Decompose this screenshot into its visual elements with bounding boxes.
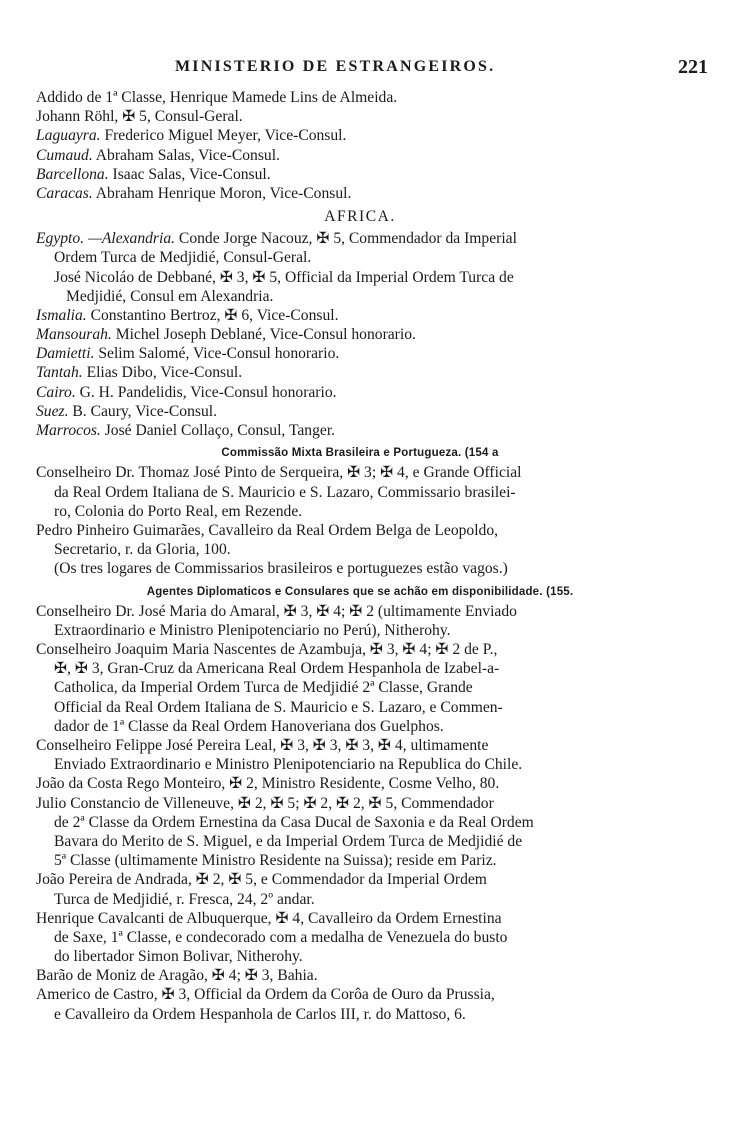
place-name: Tantah. [36, 364, 83, 382]
page-header [40, 50, 708, 78]
page-body [36, 88, 684, 1024]
consul-entry [36, 421, 684, 440]
section-heading-commissao: Commissão Mixta Brasileira e Portugueza. (154 a [221, 447, 499, 460]
text-line: Secretario, r. da Gloria, 100. [54, 541, 231, 559]
text-line: Catholica, da Imperial Ordem Turca de Medjidié 2ª Classe, Grande [54, 679, 473, 697]
text-line: Pedro Pinheiro Guimarães, Cavalleiro da Real Ordem Belga de Leopoldo, [36, 521, 499, 539]
page-number: 221 [678, 56, 708, 78]
consul-entry [36, 146, 684, 165]
consul-entry [36, 383, 684, 402]
text-line: Enviado Extraordinario e Ministro Plenipotenciario na Republica do Chile. [54, 756, 523, 774]
text-line: Conselheiro Dr. Thomaz José Pinto de Serqueira, ✠ 3; ✠ 4, e Grande Official [36, 464, 522, 482]
text-line: Julio Constancio de Villeneuve, ✠ 2, ✠ 5; ✠ 2, ✠ 2, ✠ 5, Commendador [36, 794, 494, 812]
place-name: Cumaud. [36, 146, 93, 164]
entry-text: Selim Salomé, Vice-Consul honorario. [94, 345, 340, 363]
consul-entry [36, 344, 684, 363]
text-line: Barão de Moniz de Aragão, ✠ 4; ✠ 3, Bahia. [36, 967, 318, 985]
text-line: Americo de Castro, ✠ 3, Official da Ordem da Corôa de Ouro da Prussia, [36, 986, 495, 1004]
place-name: Barcellona. [36, 165, 109, 183]
entry-text: Isaac Salas, Vice-Consul. [108, 165, 271, 183]
entry-text: B. Caury, Vice-Consul. [68, 402, 217, 420]
entry-text: José Daniel Collaço, Consul, Tanger. [100, 422, 336, 439]
entry-text: Michel Joseph Deblané, Vice-Consul honorario. [111, 326, 416, 344]
text-line: João da Costa Rego Monteiro, ✠ 2, Ministro Residente, Cosme Velho, 80. [36, 775, 500, 793]
text-line: dador de 1ª Classe da Real Ordem Hanoveriana dos Guelphos. [54, 717, 444, 735]
text-line: João Pereira de Andrada, ✠ 2, ✠ 5, e Commendador da Imperial Ordem [36, 871, 487, 889]
consul-entry [36, 325, 684, 344]
text-line: Medjidié, Consul em Alexandria. [66, 287, 274, 305]
text-line: Official da Real Ordem Italiana de S. Mauricio e S. Lazaro, e Commen- [54, 698, 503, 716]
entry-text: G. H. Pandelidis, Vice-Consul honorario. [75, 383, 337, 401]
text-line: Extraordinario e Ministro Plenipotenciario no Perú), Nitherohy. [54, 621, 451, 639]
text-line: Addido de 1ª Classe, Henrique Mamede Lins de Almeida. [36, 89, 398, 106]
consul-entry [36, 363, 684, 382]
text-line: de Saxe, 1ª Classe, e condecorado com a medalha de Venezuela do busto [54, 928, 508, 946]
entry-text: Abraham Salas, Vice-Consul. [92, 146, 280, 164]
running-title: MINISTERIO DE ESTRANGEIROS. [175, 58, 496, 75]
consul-entry [36, 306, 684, 325]
text-line: de 2ª Classe da Ordem Ernestina da Casa Ducal de Saxonia e da Real Ordem [54, 813, 534, 831]
text-line: 5ª Classe (ultimamente Ministro Residente na Suissa); reside em Pariz. [54, 852, 497, 870]
entry-text: Elias Dibo, Vice-Consul. [82, 364, 243, 382]
text-line: Johann Röhl, ✠ 5, Consul-Geral. [36, 108, 243, 126]
text-line: ro, Colonia do Porto Real, em Rezende. [54, 502, 303, 520]
entry-text: Conde Jorge Nacouz, ✠ 5, Commendador da Imperial [175, 230, 517, 248]
place-name: Suez. [36, 402, 69, 420]
text-line: Bavara do Merito de S. Miguel, e da Imperial Ordem Turca de Medjidié de [54, 832, 523, 850]
place-name: Cairo. [36, 383, 76, 401]
place-name: Marrocos. [36, 422, 101, 439]
text-line: Conselheiro Dr. José Maria do Amaral, ✠ 3, ✠ 4; ✠ 2 (ultimamente Enviado [36, 602, 517, 620]
consul-entry [36, 126, 684, 145]
text-line: e Cavalleiro da Ordem Hespanhola de Carlos III, r. do Mattoso, 6. [54, 1005, 466, 1023]
consul-entry [36, 229, 684, 248]
text-line: Henrique Cavalcanti de Albuquerque, ✠ 4, Cavalleiro da Ordem Ernestina [36, 909, 502, 927]
text-line: Turca de Medjidié, r. Fresca, 24, 2º andar. [54, 890, 315, 908]
entry-text: Frederico Miguel Meyer, Vice-Consul. [100, 127, 347, 145]
text-line: ✠, ✠ 3, Gran-Cruz da Americana Real Ordem Hespanhola de Izabel-a- [54, 660, 500, 678]
consul-entry [36, 184, 684, 203]
place-name: Ismalia. [36, 306, 87, 324]
text-line: do libertador Simon Bolivar, Nitherohy. [54, 948, 303, 966]
entry-text: Constantino Bertroz, ✠ 6, Vice-Consul. [86, 306, 339, 324]
consul-entry [36, 165, 684, 184]
section-heading-africa: AFRICA. [324, 208, 396, 226]
text-line: da Real Ordem Italiana de S. Mauricio e S. Lazaro, Commissario brasilei- [54, 483, 516, 501]
place-name: Caracas. [36, 184, 93, 202]
text-line: Conselheiro Felippe José Pereira Leal, ✠ 3, ✠ 3, ✠ 3, ✠ 4, ultimamente [36, 737, 489, 754]
section-heading-agentes: Agentes Diplomaticos e Consulares que se achão em disponibilidade. (155. [146, 585, 574, 598]
entry-text: Abraham Henrique Moron, Vice-Consul. [92, 184, 352, 202]
text-line: Conselheiro Joaquim Maria Nascentes de Azambuja, ✠ 3, ✠ 4; ✠ 2 de P., [36, 641, 498, 659]
consul-entry [36, 402, 684, 421]
text-line: (Os tres logares de Commissarios brasileiros e portuguezes estão vagos.) [54, 560, 508, 578]
text-line: Ordem Turca de Medjidié, Consul-Geral. [54, 249, 312, 267]
place-name: Damietti. [36, 345, 95, 363]
text-line: José Nicoláo de Debbané, ✠ 3, ✠ 5, Official da Imperial Ordem Turca de [54, 268, 514, 286]
place-name: Laguayra. [36, 127, 101, 145]
place-name: Mansourah. [36, 326, 112, 344]
place-name: Egypto. —Alexandria. [36, 230, 176, 248]
